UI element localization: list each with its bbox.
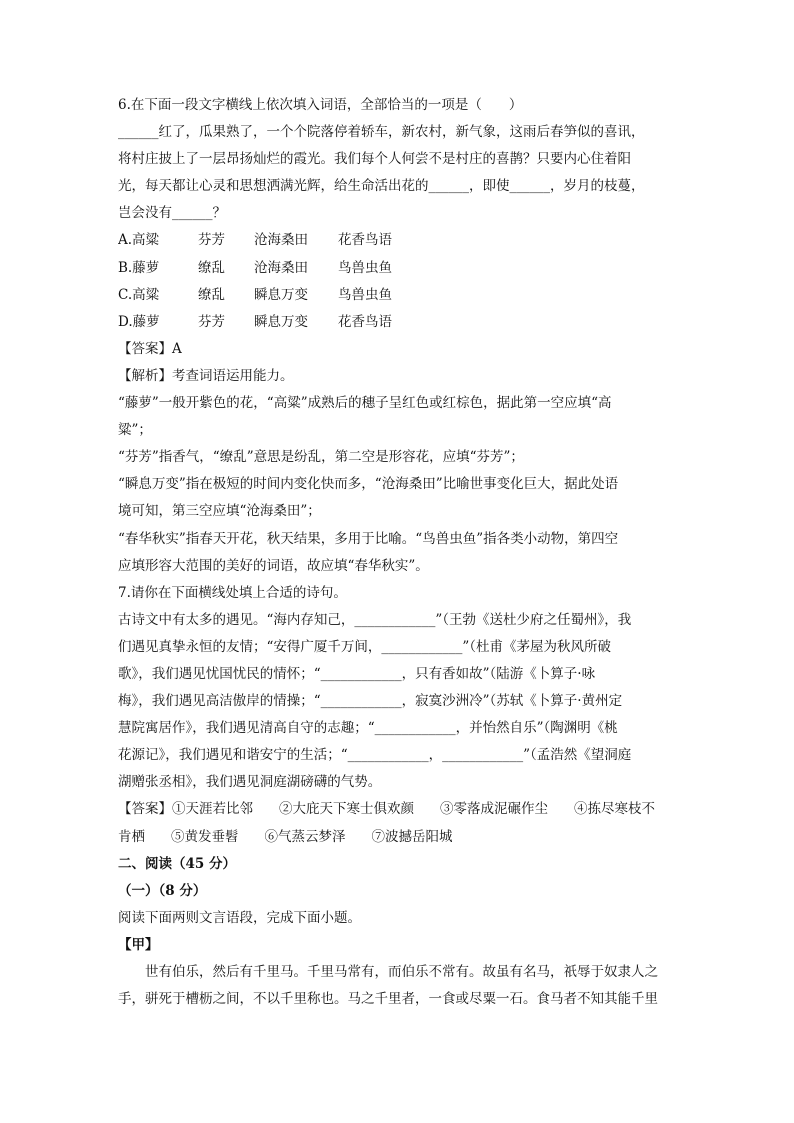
q7-para-line: 慧院寓居作》，我们遇见清高自守的志趣；“____________，并怡然自乐”（陶渊明《桃 [118,720,618,737]
passage-label-jia: 【甲】 [118,936,159,953]
q7-para-line: 湖赠张丞相》，我们遇见洞庭湖磅礴的气势。 [118,774,382,791]
q7-stem: 7.请你在下面横线处填上合适的诗句。 [118,584,347,601]
q6-stem: 6.在下面一段文字横线上依次填入词语，全部恰当的一项是（ ） [118,97,523,113]
q6-answer: 【答案】A [118,340,182,357]
q6-analysis-line: “春华秋实”指春天开花，秋天结果，多用于比喻。“鸟兽虫鱼”指各类小动物，第四空 [118,530,619,547]
q6-option-b: B.藤萝 缭乱 沧海桑田 鸟兽虫鱼 [118,259,392,276]
q6-analysis-line: 粱”； [118,422,152,439]
q6-para-line: 将村庄披上了一层昂扬灿烂的霞光。我们每个人何尝不是村庄的喜鹊？只要内心住着阳 [118,151,631,168]
passage-line: 世有伯乐，然后有千里马。千里马常有，而伯乐不常有。故虽有名马，祇辱于奴隶人之 [145,964,658,980]
q6-analysis-title: 【解析】考查词语运用能力。 [118,367,294,384]
q6-para-line: 岂会没有______？ [118,205,226,222]
q6-analysis-line: 境可知，第三空应填“沧海桑田”； [118,503,321,520]
q6-analysis-line: “芬芳”指香气，“缭乱”意思是纷乱，第二空是形容花，应填“芬芳”； [118,449,524,466]
q6-option-d: D.藤萝 芬芳 瞬息万变 花香鸟语 [118,313,392,330]
q6-option-a: A.高粱 芬芳 沧海桑田 花香鸟语 [118,232,392,249]
q7-para-line: 们遇见真挚永恒的友情；“安得广厦千万间，____________”（杜甫《茅屋为秋风所破 [118,638,612,655]
section-title: 二、阅读（45 分） [118,855,236,872]
passage-line: 手，骈死于槽枥之间，不以千里称也。马之千里者，一食或尽粟一石。食马者不知其能千里 [118,991,658,1008]
q7-para-line: 古诗文中有太多的遇见。“海内存知己，____________”（王勃《送杜少府之任蜀州》，我 [118,611,632,628]
document-page [118,92,674,1013]
q7-para-line: 歌》，我们遇见忧国忧民的情怀；“____________，只有香如故”（陆游《卜算子·咏 [118,665,596,682]
q7-answer-line: 【答案】①天涯若比邻 ②大庇天下寒士俱欢颜 ③零落成泥碾作尘 ④拣尽寒枝不 [118,801,655,818]
q6-para-line: 光，每天都让心灵和思想洒满光辉，给生命活出花的______，即使______，岁月的枝蔓， [118,178,645,195]
q7-para-line: 花源记》，我们遇见和谐安宁的生活；“____________，____________”（孟浩然《望洞庭 [118,747,632,764]
q6-analysis-line: 应填形容大范围的美好的词语，故应填“春华秋实”。 [118,557,429,574]
q7-answer-line: 肯栖 ⑤黄发垂髫 ⑥气蒸云梦泽 ⑦波撼岳阳城 [118,828,453,845]
q6-para-line: ______红了，瓜果熟了，一个个院落停着轿车，新农村，新气象，这雨后春笋似的喜讯， [118,124,645,141]
q6-analysis-line: “瞬息万变”指在极短的时间内变化快而多，“沧海桑田”比喻世事变化巨大，据此处语 [118,476,619,493]
q6-option-c: C.高粱 缭乱 瞬息万变 鸟兽虫鱼 [118,286,392,303]
reading-instruction: 阅读下面两则文言语段，完成下面小题。 [118,909,361,926]
q6-analysis-line: “藤萝”一般开紫色的花，“高粱”成熟后的穗子呈红色或红棕色，据此第一空应填“高 [118,395,612,412]
subsection-title: （一）（8 分） [118,882,207,899]
q7-para-line: 梅》，我们遇见高洁傲岸的情操；“____________，寂寞沙洲冷”（苏轼《卜算子·黄州定 [118,693,623,710]
